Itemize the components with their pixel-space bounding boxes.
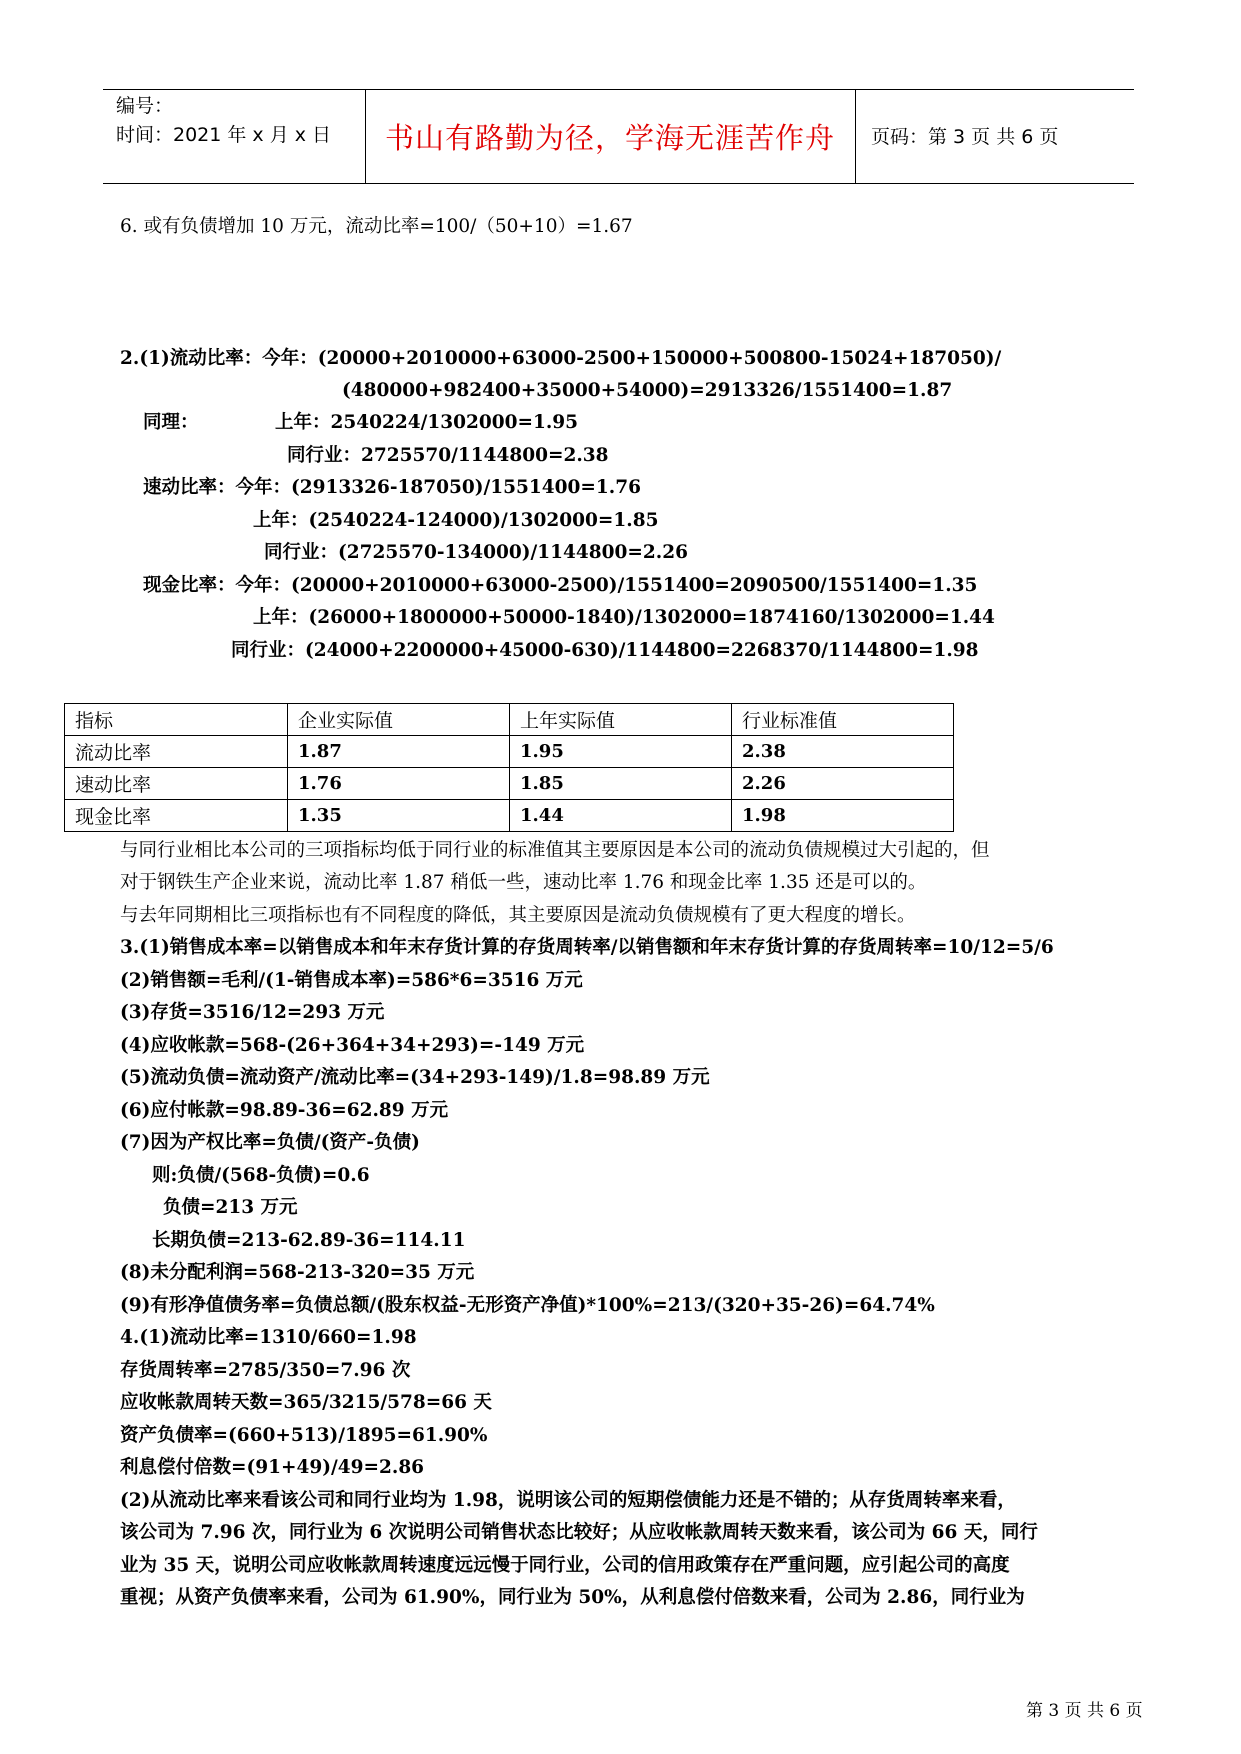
table-header-row bbox=[65, 704, 954, 736]
q2-line-6: 上年：(2540224-124000)/1302000=1.85 bbox=[253, 510, 659, 531]
table-row bbox=[65, 800, 954, 832]
header-divider bbox=[855, 90, 856, 183]
q3-line: (4)应收帐款=568-(26+364+34+293)=-149 万元 bbox=[120, 1035, 585, 1056]
page-header bbox=[103, 89, 1134, 184]
q2-line-9: 上年：(26000+1800000+50000-1840)/1302000=1874160/1302000=1.44 bbox=[253, 607, 995, 628]
q3-line: 3.(1)销售成本率=以销售成本和年末存货计算的存货周转率/以销售额和年末存货计算的存货周转率=10/12=5/6 bbox=[120, 937, 1054, 958]
table-cell: 速动比率 bbox=[65, 768, 288, 800]
table-row bbox=[65, 768, 954, 800]
table-cell: 1.87 bbox=[288, 736, 510, 768]
table-cell: 流动比率 bbox=[65, 736, 288, 768]
header-meta bbox=[116, 92, 331, 150]
analysis-line-1: 与同行业相比本公司的三项指标均低于同行业的标准值其主要原因是本公司的流动负债规模过大引起的，但 bbox=[120, 840, 990, 861]
q4-analysis-line: (2)从流动比率来看该公司和同行业均为 1.98，说明该公司的短期偿债能力还是不错的；从存货周转率来看， bbox=[120, 1490, 1016, 1511]
table-header-cell: 行业标准值 bbox=[732, 704, 954, 736]
table-header-cell: 指标 bbox=[65, 704, 288, 736]
table-cell: 2.26 bbox=[732, 768, 954, 800]
q3-line: 长期负债=213-62.89-36=114.11 bbox=[152, 1230, 466, 1251]
q4-analysis-line: 重视；从资产负债率来看，公司为 61.90%，同行业为 50%，从利息偿付倍数来看，公司为 2.86，同行业为 bbox=[120, 1587, 1025, 1608]
table-cell: 1.98 bbox=[732, 800, 954, 832]
table-cell: 1.95 bbox=[510, 736, 732, 768]
ratio-table bbox=[64, 703, 954, 832]
q3-line: (8)未分配利润=568-213-320=35 万元 bbox=[120, 1262, 475, 1283]
number-label: 编号： bbox=[116, 95, 174, 117]
table-cell: 1.85 bbox=[510, 768, 732, 800]
q4-line: 存货周转率=2785/350=7.96 次 bbox=[120, 1360, 411, 1381]
q2-line-10: 同行业：(24000+2200000+45000-630)/1144800=2268370/1144800=1.98 bbox=[231, 640, 979, 661]
q2-line-5: 速动比率：今年：(2913326-187050)/1551400=1.76 bbox=[143, 477, 641, 498]
q2-line-7: 同行业：(2725570-134000)/1144800=2.26 bbox=[264, 542, 688, 563]
table-cell: 1.35 bbox=[288, 800, 510, 832]
q4-line: 资产负债率=(660+513)/1895=61.90% bbox=[120, 1425, 488, 1446]
q2-line-4: 同行业：2725570/1144800=2.38 bbox=[287, 445, 609, 466]
table-row bbox=[65, 736, 954, 768]
q2-line-8: 现金比率：今年：(20000+2010000+63000-2500)/1551400=2090500/1551400=1.35 bbox=[143, 575, 978, 596]
q3-line: (2)销售额=毛利/(1-销售成本率)=586*6=3516 万元 bbox=[120, 970, 583, 991]
q3-line: (3)存货=3516/12=293 万元 bbox=[120, 1002, 385, 1023]
q3-line: (7)因为产权比率=负债/(资产-负债) bbox=[120, 1132, 420, 1153]
q3-line: (6)应付帐款=98.89-36=62.89 万元 bbox=[120, 1100, 449, 1121]
q2-line-1: 2.(1)流动比率：今年：(20000+2010000+63000-2500+150000+500800-15024+187050)/ bbox=[120, 348, 1002, 369]
q4-line: 利息偿付倍数=(91+49)/49=2.86 bbox=[120, 1457, 425, 1478]
analysis-line-3: 与去年同期相比三项指标也有不同程度的降低，其主要原因是流动负债规模有了更大程度的增长。 bbox=[120, 905, 916, 926]
q3-line: 则:负债/(568-负债)=0.6 bbox=[152, 1165, 370, 1186]
q3-line: 负债=213 万元 bbox=[163, 1197, 298, 1218]
q4-analysis-line: 业为 35 天，说明公司应收帐款周转速度远远慢于同行业，公司的信用政策存在严重问题，应引起公司的高度 bbox=[120, 1555, 1010, 1576]
header-page-label: 页码：第 3 页 共 6 页 bbox=[871, 126, 1059, 148]
page-footer: 第 3 页 共 6 页 bbox=[1026, 1701, 1143, 1721]
analysis-line-2: 对于钢铁生产企业来说，流动比率 1.87 稍低一些，速动比率 1.76 和现金比率 1.35 还是可以的。 bbox=[120, 872, 927, 893]
q3-line: (9)有形净值债务率=负债总额/(股东权益-无形资产净值)*100%=213/(320+35-26)=64.74% bbox=[120, 1295, 935, 1316]
q3-line: (5)流动负债=流动资产/流动比率=(34+293-149)/1.8=98.89 万元 bbox=[120, 1067, 710, 1088]
q4-analysis-line: 该公司为 7.96 次，同行业为 6 次说明公司销售状态比较好；从应收帐款周转天数来看，该公司为 66 天，同行 bbox=[120, 1522, 1038, 1543]
time-label: 时间：2021 年 x 月 x 日 bbox=[116, 124, 332, 146]
table-cell: 2.38 bbox=[732, 736, 954, 768]
item-6-line: 6. 或有负债增加 10 万元，流动比率=100/（50+10）=1.67 bbox=[120, 216, 633, 237]
table-header-cell: 企业实际值 bbox=[288, 704, 510, 736]
q2-line-2: (480000+982400+35000+54000)=2913326/1551400=1.87 bbox=[342, 380, 953, 401]
q2-line-3-label: 同理： bbox=[143, 412, 199, 433]
q2-line-3: 上年：2540224/1302000=1.95 bbox=[275, 412, 579, 433]
table-header-cell: 上年实际值 bbox=[510, 704, 732, 736]
table-cell: 现金比率 bbox=[65, 800, 288, 832]
q4-line: 4.(1)流动比率=1310/660=1.98 bbox=[120, 1327, 417, 1348]
table-cell: 1.44 bbox=[510, 800, 732, 832]
q4-line: 应收帐款周转天数=365/3215/578=66 天 bbox=[120, 1392, 492, 1413]
header-motto: 书山有路勤为径，学海无涯苦作舟 bbox=[384, 121, 835, 155]
table-cell: 1.76 bbox=[288, 768, 510, 800]
